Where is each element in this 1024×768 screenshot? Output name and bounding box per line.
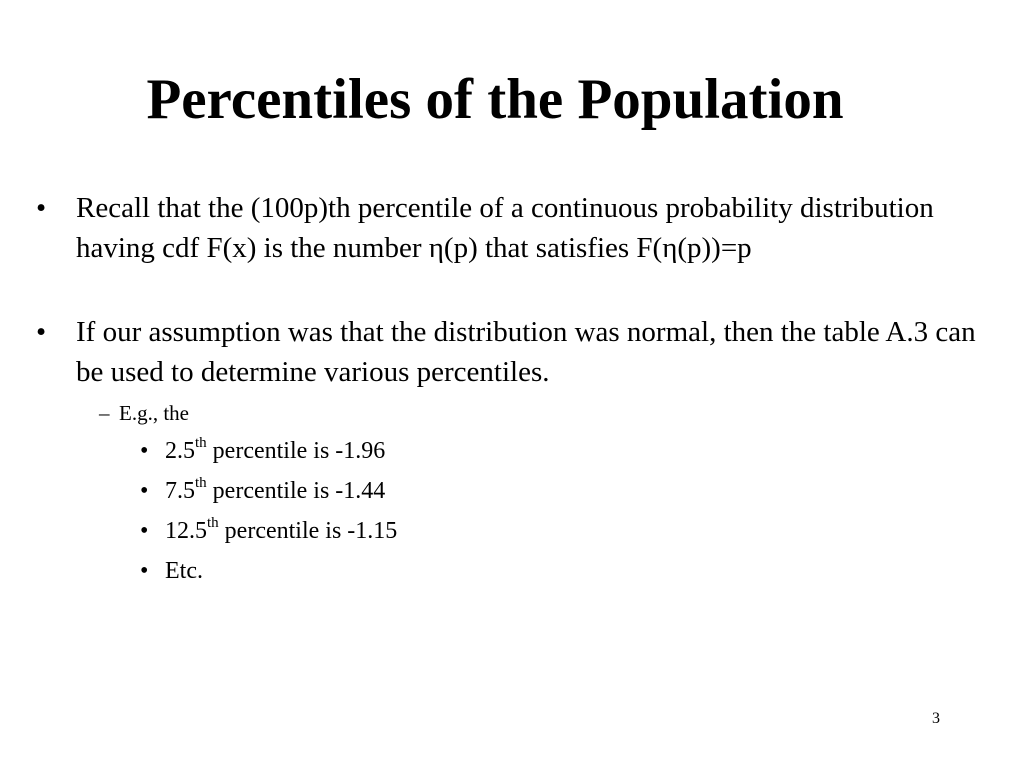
percentile-value: Etc. xyxy=(165,558,203,584)
percentile-text: percentile is -1.15 xyxy=(218,518,398,544)
percentile-item xyxy=(36,476,976,506)
bullet-item xyxy=(36,312,976,392)
percentile-suffix: th xyxy=(207,515,219,531)
bullet-marker: • xyxy=(36,192,47,224)
slide-title: Percentiles of the Population xyxy=(146,68,844,131)
bullet-marker: • xyxy=(36,316,47,348)
percentile-marker: • xyxy=(140,438,149,464)
percentile-text: percentile is -1.44 xyxy=(206,478,386,504)
percentile-item xyxy=(36,556,976,586)
percentile-value: 7.5 xyxy=(165,478,195,504)
percentile-value: 2.5 xyxy=(165,438,195,464)
percentile-value: 12.5 xyxy=(165,518,207,544)
bullet-text: If our assumption was that the distribution was normal, then the table A.3 can be used to determine various percentiles. xyxy=(76,316,976,388)
bullet-text: Recall that the (100p)th percentile of a continuous probability distribution having cdf F(x) is the number η(p) that satisfies F(η(p))=p xyxy=(76,192,934,264)
percentile-item xyxy=(36,516,976,546)
sub-bullet-text: E.g., the xyxy=(119,401,189,425)
percentile-marker: • xyxy=(140,518,149,544)
percentile-suffix: th xyxy=(195,475,207,491)
percentile-item xyxy=(36,436,976,466)
page-number: 3 xyxy=(932,710,940,727)
sub-bullet-item xyxy=(36,400,976,426)
bullet-item xyxy=(36,188,976,268)
percentile-text: percentile is -1.96 xyxy=(206,438,386,464)
sub-bullet-marker: – xyxy=(99,401,110,425)
percentile-marker: • xyxy=(140,478,149,504)
percentile-marker: • xyxy=(140,558,149,584)
percentile-suffix: th xyxy=(195,435,207,451)
slide-body xyxy=(36,188,976,586)
